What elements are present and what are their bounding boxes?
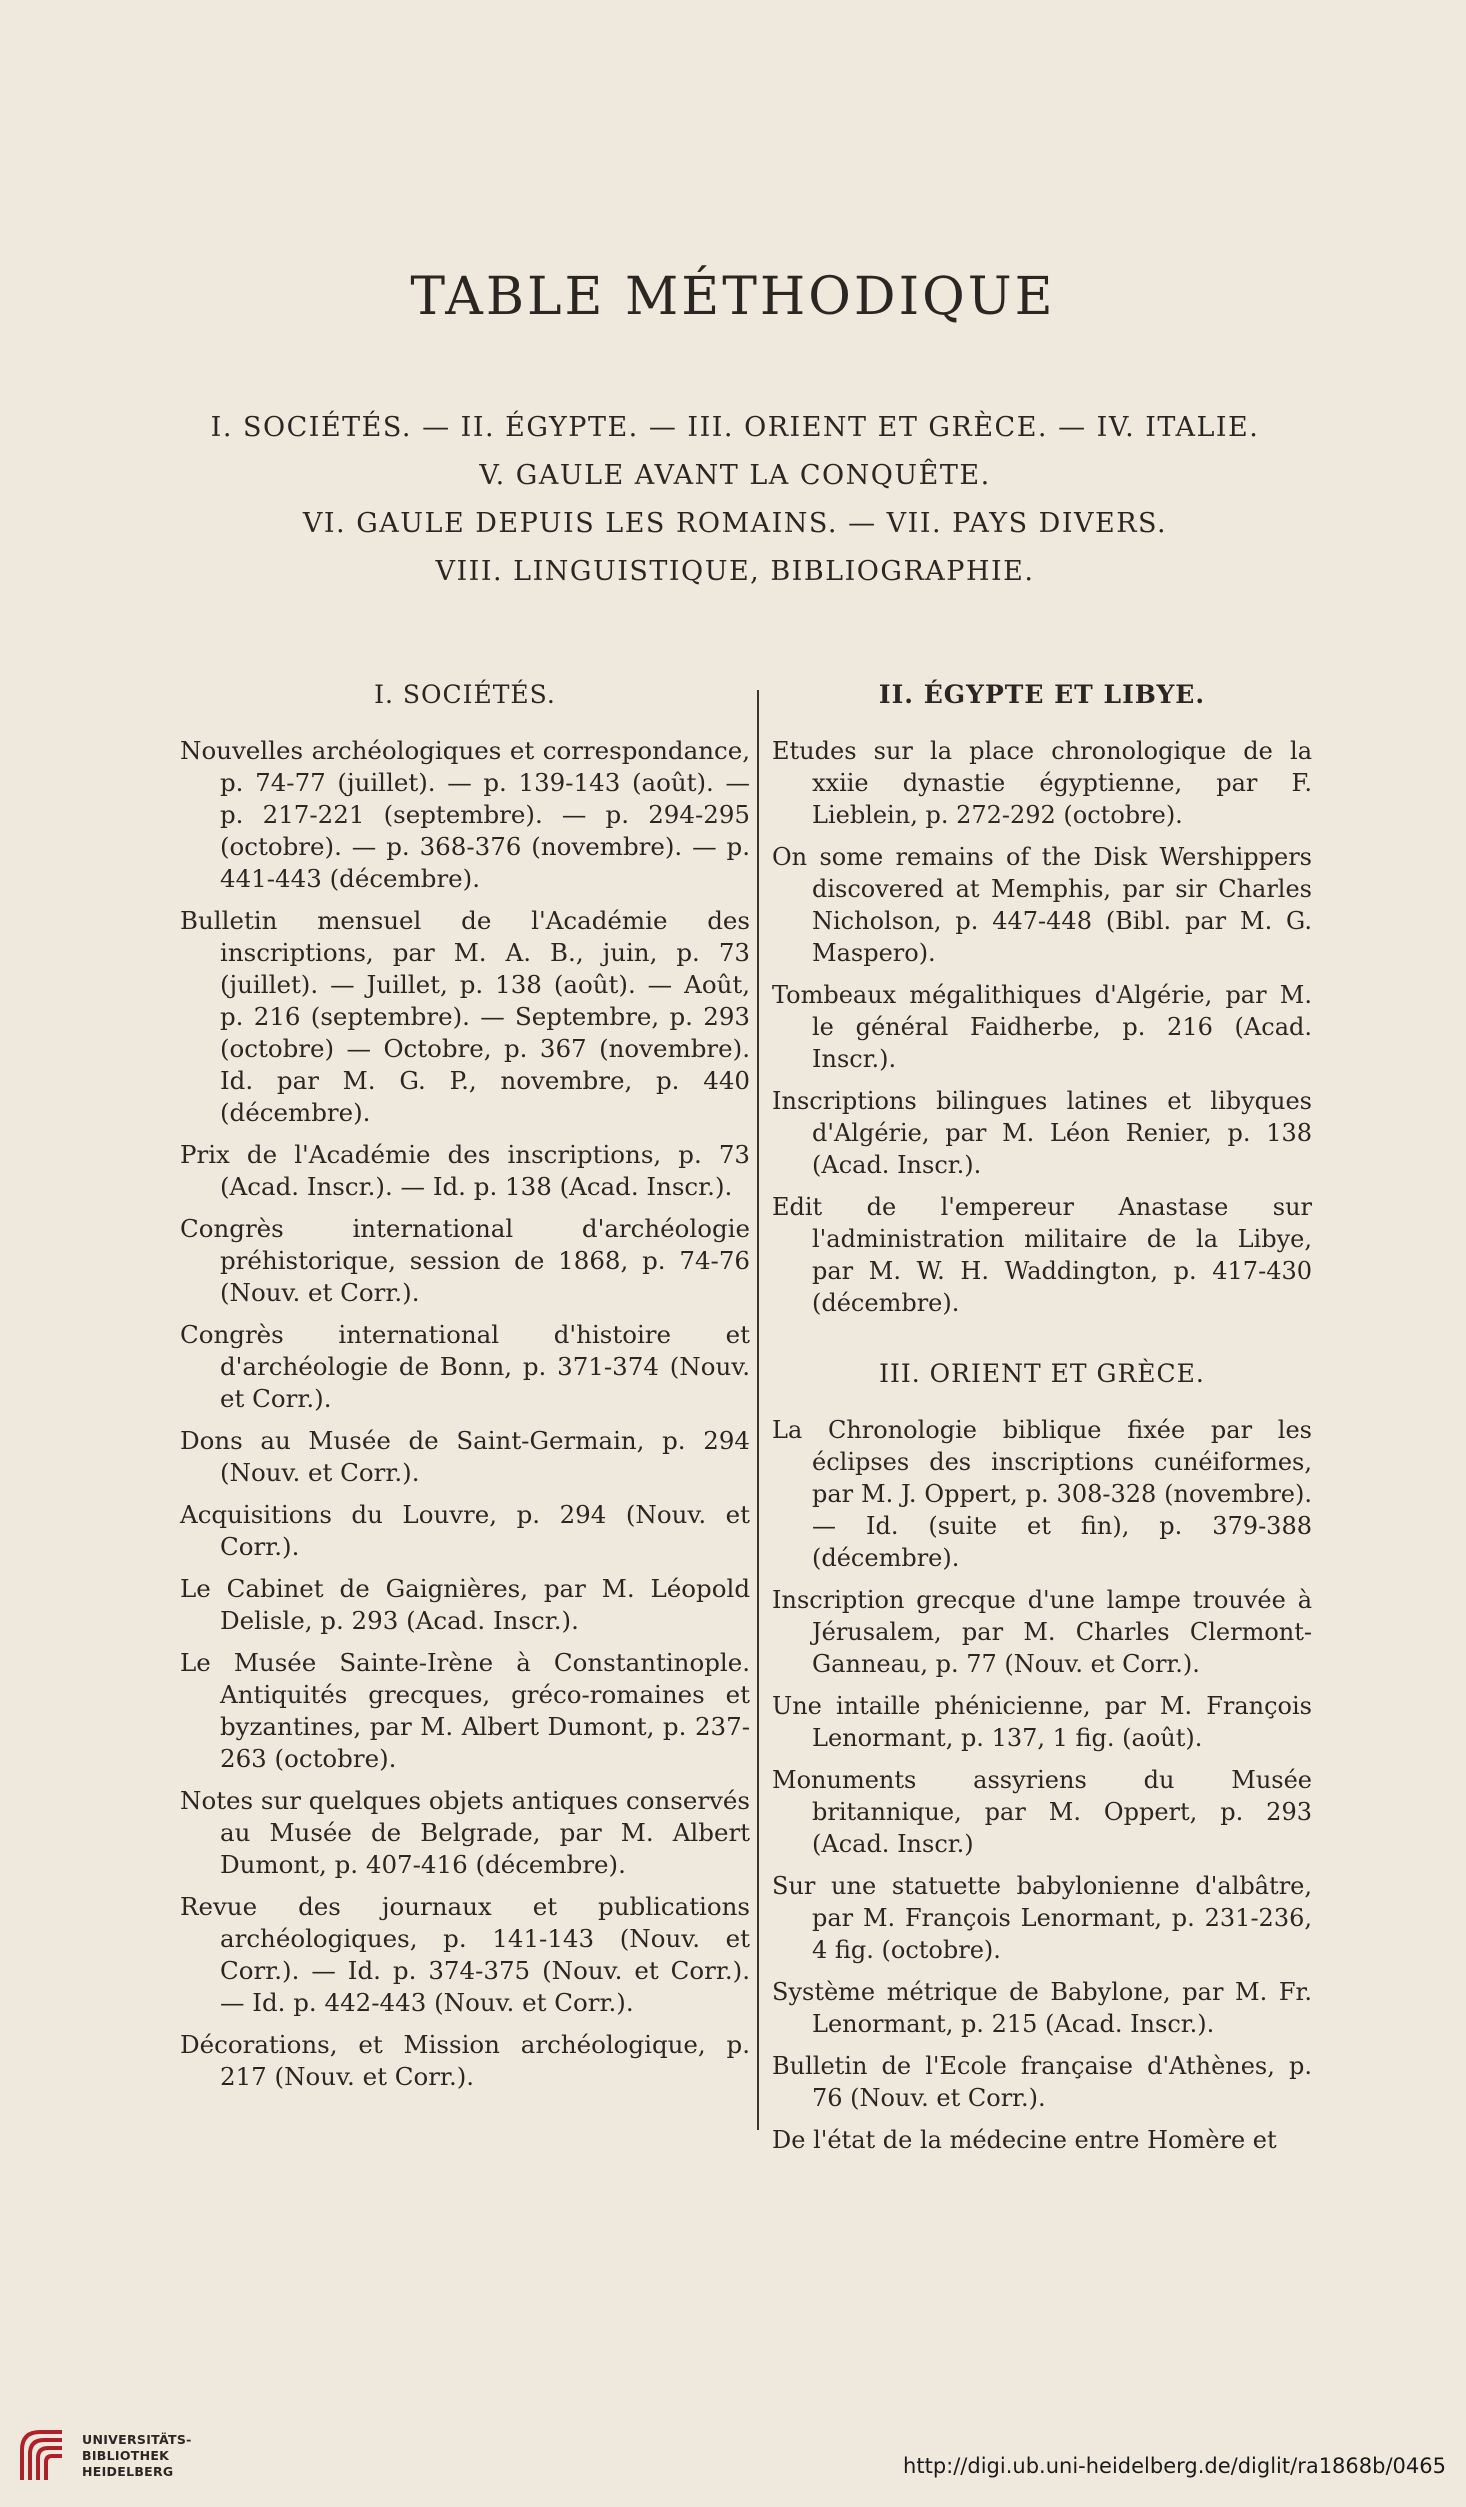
section-heading-orient: III. ORIENT ET GRÈCE. <box>879 1359 1205 1388</box>
toc-line: V. GAULE AVANT LA CONQUÊTE. <box>479 460 991 491</box>
entry: Le Musée Sainte-Irène à Constantinople. Antiquités grecques, gréco-romaines et byzantines, par M. Albert Dumont, p. 237-263 (octobre). <box>180 1648 750 1773</box>
logo-line: UNIVERSITÄTS- <box>82 2432 192 2447</box>
entry: Décorations, et Mission archéologique, p. 217 (Nouv. et Corr.). <box>180 2030 750 2091</box>
entry: Inscriptions bilingues latines et libyques d'Algérie, par M. Léon Renier, p. 138 (Acad. Inscr.). <box>772 1087 1312 1179</box>
logo-line: HEIDELBERG <box>82 2464 174 2479</box>
column-divider <box>757 690 759 2130</box>
entry: Monuments assyriens du Musée britannique, par M. Oppert, p. 293 (Acad. Inscr.) <box>772 1766 1312 1858</box>
entry: Congrès international d'histoire et d'archéologie de Bonn, p. 371-374 (Nouv. et Corr.). <box>180 1320 750 1413</box>
toc-line: I. SOCIÉTÉS. — II. ÉGYPTE. — III. ORIENT ET GRÈCE. — IV. ITALIE. <box>210 412 1260 443</box>
entry: Prix de l'Académie des inscriptions, p. 73 (Acad. Inscr.). — Id. p. 138 (Acad. Inscr.). <box>180 1140 750 1201</box>
section-heading-societes: I. SOCIÉTÉS. <box>374 680 556 709</box>
page-title: TABLE MÉTHODIQUE <box>410 266 1056 327</box>
right-column <box>772 680 1312 2166</box>
logo-line: BIBLIOTHEK <box>82 2448 170 2463</box>
source-url[interactable]: http://digi.ub.uni-heidelberg.de/diglit/ra1868b/0465 <box>903 2454 1446 2478</box>
entry: Une intaille phénicienne, par M. François Lenormant, p. 137, 1 fig. (août). <box>772 1692 1312 1752</box>
section-heading-egypte: II. ÉGYPTE ET LIBYE. <box>878 680 1206 709</box>
entry: Bulletin mensuel de l'Académie des inscriptions, par M. A. B., juin, p. 73 (juillet). — Juillet, p. 138 (août). — Août, p. 216 (septembre). — Septembre, p. 293 (octobre) — Octobre, p. 367 (novembre). Id. par M. G. P., novembre, p. 440 (décembre). <box>180 906 750 1127</box>
entry: Dons au Musée de Saint-Germain, p. 294 (Nouv. et Corr.). <box>180 1426 750 1487</box>
entry: Congrès international d'archéologie préhistorique, session de 1868, p. 74-76 (Nouv. et Corr.). <box>180 1214 750 1307</box>
library-logo-icon <box>14 2420 74 2490</box>
library-logo-text <box>82 2432 192 2480</box>
left-column <box>180 680 750 2103</box>
toc-line: VI. GAULE DEPUIS LES ROMAINS. — VII. PAYS DIVERS. <box>302 508 1168 539</box>
entry: Acquisitions du Louvre, p. 294 (Nouv. et Corr.). <box>180 1500 750 1561</box>
entry: Sur une statuette babylonienne d'albâtre, par M. François Lenormant, p. 231-236, 4 fig. (octobre). <box>772 1872 1312 1964</box>
library-logo <box>14 2420 204 2500</box>
entry: Revue des journaux et publications archéologiques, p. 141-143 (Nouv. et Corr.). — Id. p. 374-375 (Nouv. et Corr.). — Id. p. 442-443 (Nouv. et Corr.). <box>180 1892 750 2017</box>
entry: On some remains of the Disk Wershippers discovered at Memphis, par sir Charles Nicholson, p. 447-448 (Bibl. par M. G. Maspero). <box>772 843 1312 967</box>
entry: Notes sur quelques objets antiques conservés au Musée de Belgrade, par M. Albert Dumont, p. 407-416 (décembre). <box>180 1786 750 1879</box>
entry: Bulletin de l'Ecole française d'Athènes, p. 76 (Nouv. et Corr.). <box>772 2052 1312 2112</box>
entry: Système métrique de Babylone, par M. Fr. Lenormant, p. 215 (Acad. Inscr.). <box>772 1978 1312 2038</box>
entry: Tombeaux mégalithiques d'Algérie, par M. le général Faidherbe, p. 216 (Acad. Inscr.). <box>772 981 1312 1073</box>
entry: De l'état de la médecine entre Homère et <box>772 2126 1277 2154</box>
entry: Le Cabinet de Gaignières, par M. Léopold Delisle, p. 293 (Acad. Inscr.). <box>180 1574 750 1635</box>
entry: La Chronologie biblique fixée par les éclipses des inscriptions cunéiformes, par M. J. Oppert, p. 308-328 (novembre).— Id. (suite et fin), p. 379-388 (décembre). <box>772 1416 1312 1572</box>
section-gap <box>772 1329 1312 1359</box>
entry: Inscription grecque d'une lampe trouvée à Jérusalem, par M. Charles Clermont-Ganneau, p. 77 (Nouv. et Corr.). <box>772 1586 1312 1678</box>
entry: Etudes sur la place chronologique de la xxiie dynastie égyptienne, par F. Lieblein, p. 272-292 (octobre). <box>772 737 1312 829</box>
table-of-contents <box>160 404 1310 596</box>
entry: Edit de l'empereur Anastase sur l'administration militaire de la Libye, par M. W. H. Waddington, p. 417-430 (décembre). <box>772 1193 1312 1317</box>
entry: Nouvelles archéologiques et correspondance, p. 74-77 (juillet). — p. 139-143 (août). — p. 217-221 (septembre). — p. 294-295 (octobre). — p. 368-376 (novembre). — p. 441-443 (décembre). <box>180 736 750 893</box>
toc-line: VIII. LINGUISTIQUE, BIBLIOGRAPHIE. <box>435 556 1035 587</box>
